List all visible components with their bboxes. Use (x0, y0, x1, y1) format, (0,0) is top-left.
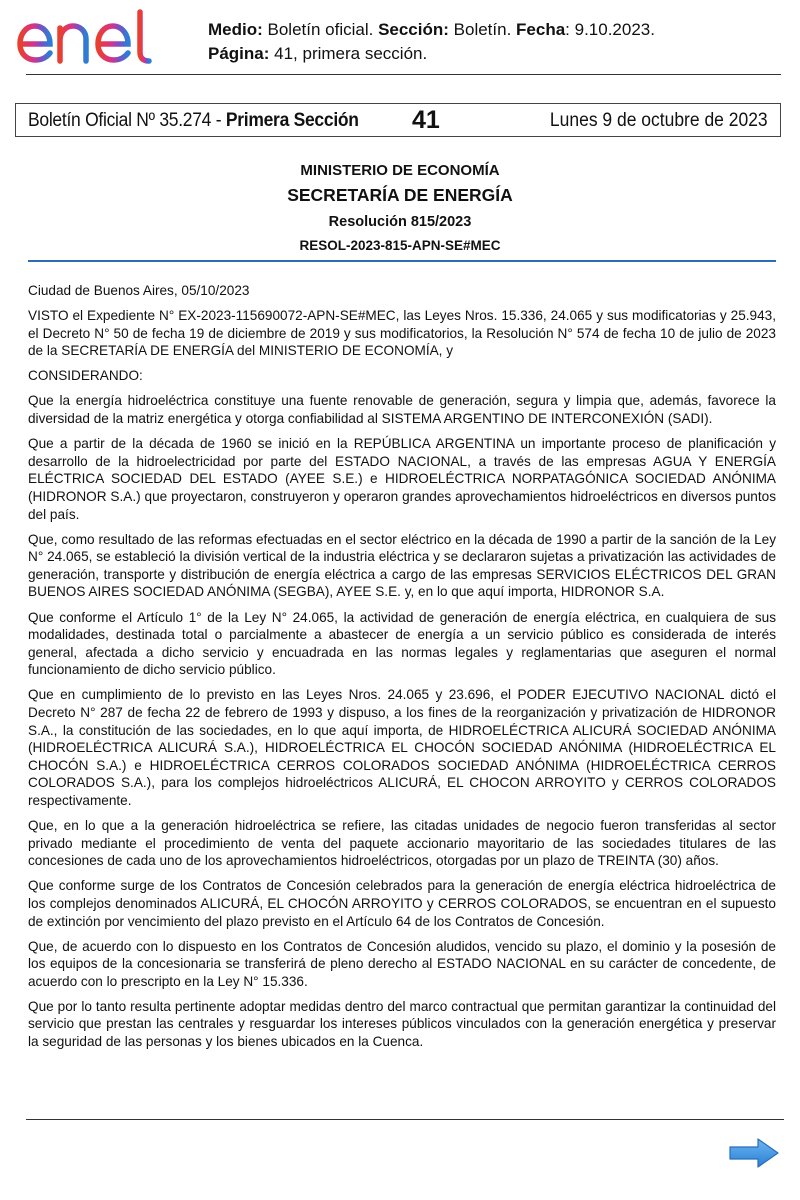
pagina-value: 41, primera sección. (269, 44, 428, 63)
medio-value: Boletín oficial. (262, 20, 379, 39)
footer-divider (26, 1119, 784, 1120)
bulletin-section: Primera Sección (225, 110, 359, 131)
medio-label: Medio: (208, 20, 263, 39)
resolution-code: RESOL-2023-815-APN-SE#MEC (299, 238, 501, 253)
document-metadata (208, 18, 655, 66)
paragraph: Que, de acuerdo con lo dispuesto en los Contratos de Concesión aludidos, vencido su plazo, el dominio y la posesión de los equipos de la concesionaria se transferirá de pleno derecho al ESTADO NACIONAL en su carácter de concedente, de acuerdo con lo prescripto en la Ley N° 15.336. (28, 938, 776, 989)
paragraph: Ciudad de Buenos Aires, 05/10/2023 (28, 283, 250, 298)
paragraph: Que, en lo que a la generación hidroeléctrica se refiere, las citadas unidades de negocio fueron transferidas al sector privado mediante el procedimiento de venta del paquete accionario mayoritario de las sociedades titulares de las concesiones de cada uno de los aprovechamientos hidroeléctricos, otorgadas por un plazo de TREINTA (30) años. (28, 818, 776, 869)
resolution-title: Resolución 815/2023 (328, 214, 472, 230)
fecha-label: Fecha (516, 20, 566, 39)
paragraph: Que conforme el Artículo 1° de la Ley N° 24.065, la actividad de generación de energía eléctrica, en cualquiera de sus modalidades, destinada total o parcialmente a abastecer de energía a un servicio público es considerada de interés general, afectada a dicho servicio y encuadrada en las normas legales y reglamentarias que aseguren el normal funcionamiento de dicho servicio público. (28, 609, 776, 678)
resolution-heading (0, 162, 800, 253)
paragraph: CONSIDERANDO: (28, 368, 143, 384)
secretary-title: SECRETARÍA DE ENERGÍA (287, 185, 513, 205)
page-number: 41 (412, 106, 440, 134)
bulletin-banner (15, 103, 781, 137)
seccion-value: Boletín. (448, 20, 517, 39)
bulletin-name (28, 110, 359, 132)
resolution-body (28, 282, 776, 1058)
paragraph: Que en cumplimiento de lo previsto en las Leyes Nros. 24.065 y 23.696, el PODER EJECUTIVO NACIONAL dictó el Decreto N° 287 de fecha 22 de febrero de 1993 y dispuso, a los fines de la reorganización y privatización de HIDRONOR S.A., la constitución de las sociedades, en lo que aquí importa, de HIDROELÉCTRICA ALICURÁ SOCIEDAD ANÓNIMA (HIDROELÉCTRICA ALICURÁ S.A.), HIDROELÉCTRICA EL CHOCÓN SOCIEDAD ANÓNIMA (HIDROELÉCTRICA EL CHOCÓN S.A.) e HIDROELÉCTRICA CERROS COLORADOS SOCIEDAD ANÓNIMA (HIDROELÉCTRICA CERROS COLORADOS S.A.), para los complejos hidroeléctricos ALICURÁ, EL CHOCON ARROYITO y CERROS COLORADOS respectivamente. (28, 687, 776, 808)
fecha-value: : 9.10.2023. (565, 20, 655, 39)
paragraph: Que la energía hidroeléctrica constituye una fuente renovable de generación, segura y limpia que, además, favorece la diversidad de la matriz energética y otorga confiabilidad al SISTEMA ARGENTINO DE INTERCONEXIÓN (SADI). (28, 393, 776, 427)
paragraph: Que por lo tanto resulta pertinente adoptar medidas dentro del marco contractual que permitan garantizar la continuidad del servicio que prestan las centrales y resguardar los intereses públicos vinculados con la generación energética y preservar la seguridad de las personas y los bienes ubicados en la Cuenca. (28, 998, 776, 1050)
paragraph: VISTO el Expediente N° EX-2023-115690072-APN-SE#MEC, las Leyes Nros. 15.336, 24.065 y sus modificatorias y 25.943, el Decreto N° 50 de fecha 19 de diciembre de 2019 y sus modificatorios, la Resolución N° 574 de fecha 10 de julio de 2023 de la SECRETARÍA DE ENERGÍA del MINISTERIO DE ECONOMÍA, y (28, 308, 776, 359)
bulletin-date: Lunes 9 de octubre de 2023 (550, 110, 768, 131)
paragraph: Que, como resultado de las reformas efectuadas en el sector eléctrico en la década de 1990 a partir de la sanción de la Ley N° 24.065, se estableció la división vertical de la industria eléctrica y se declararon sujetas a privatización las actividades de generación, transporte y distribución de energía eléctrica a cargo de las empresas SERVICIOS ELÉCTRICOS DEL GRAN BUENOS AIRES SOCIEDAD ANÓNIMA (SEGBA), AYEE S.E. y, en lo que aquí importa, HIDRONOR S.A. (28, 531, 776, 600)
pagina-label: Página: (208, 44, 270, 63)
seccion-label: Sección: (378, 20, 449, 39)
ministry-title: MINISTERIO DE ECONOMÍA (300, 162, 500, 179)
paragraph: Que conforme surge de los Contratos de Concesión celebrados para la generación de energía eléctrica hidroeléctrica de los complejos denominados ALICURÁ, EL CHOCÓN ARROYITO y CERROS COLORADOS, se encuentran en el supuesto de extinción por vencimiento del plazo previsto en el Artículo 64 de los Contratos de Concesión. (28, 878, 776, 929)
paragraph: Que a partir de la década de 1960 se inició en la REPÚBLICA ARGENTINA un importante proceso de planificación y desarrollo de la hidroelectricidad por parte del ESTADO NACIONAL, a través de las empresas AGUA Y ENERGÍA ELÉCTRICA SOCIEDAD DEL ESTADO (AYEE S.E.) e HIDROELÉCTRICA NORPATAGÓNICA SOCIEDAD ANÓNIMA (HIDRONOR S.A.) que proyectaron, construyeron y operaron grandes aprovechamientos hidroeléctricos en diversos puntos del país. (28, 436, 776, 522)
title-divider (28, 260, 776, 262)
enel-logo (14, 8, 180, 66)
metadata-line-2 (208, 42, 655, 66)
header-divider (26, 74, 781, 75)
page-header (0, 0, 800, 76)
metadata-line-1 (208, 18, 655, 42)
bulletin-prefix: Boletín Oficial Nº 35.274 - (28, 110, 226, 131)
arrow-right-icon[interactable] (728, 1136, 780, 1170)
